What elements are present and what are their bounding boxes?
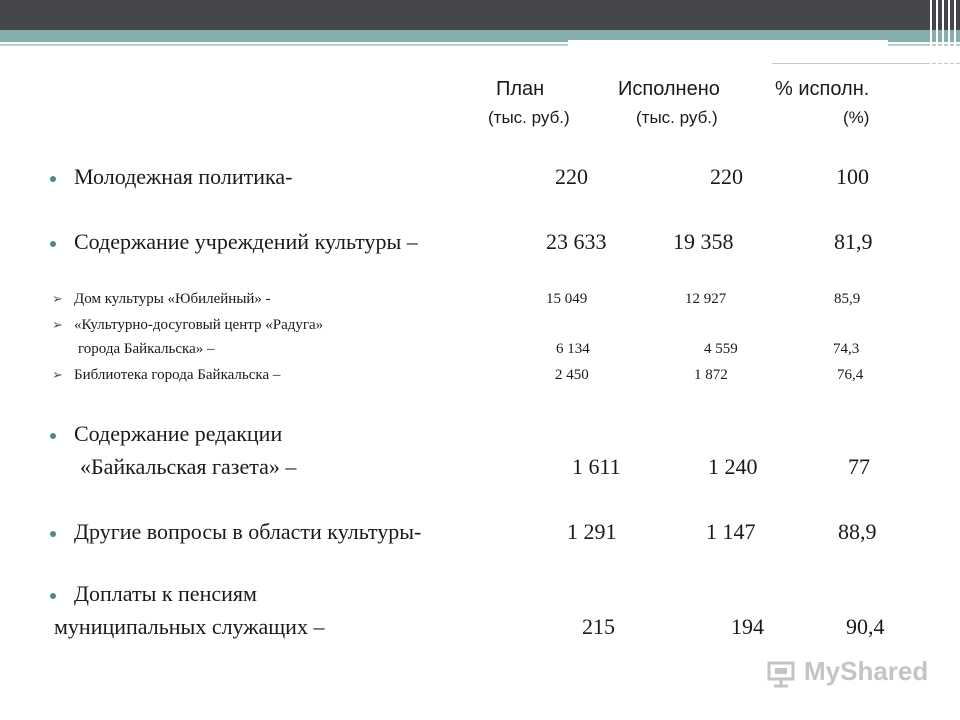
row-done: 1 147 xyxy=(706,519,756,544)
row-percent: 76,4 xyxy=(837,367,864,383)
arrow-bullet-icon: ➢ xyxy=(52,368,63,383)
row-label: «Культурно-досуговый центр «Радуга» xyxy=(74,317,324,333)
bullet-dot xyxy=(50,531,56,537)
row-plan: 6 134 xyxy=(556,341,590,357)
row-done: 12 927 xyxy=(685,291,727,307)
stripe xyxy=(930,0,932,64)
bullet-dot xyxy=(50,593,56,599)
row-plan: 220 xyxy=(555,164,588,189)
row-plan: 2 450 xyxy=(555,367,589,383)
row-label: Молодежная политика- xyxy=(74,164,293,189)
stripe xyxy=(948,0,950,64)
row-label-cont: муниципальных служащих – xyxy=(54,614,325,639)
row-percent: 90,4 xyxy=(846,614,885,639)
bullet-dot xyxy=(50,241,56,247)
bullet-dot xyxy=(50,433,56,439)
row-label-cont: «Байкальская газета» – xyxy=(80,454,297,479)
row-label-cont: города Байкальска» – xyxy=(78,341,215,357)
row-percent: 85,9 xyxy=(834,291,861,307)
row-done: 220 xyxy=(710,164,743,189)
stripe xyxy=(954,0,956,64)
row-label: Содержание редакции xyxy=(74,421,283,446)
row-plan: 1 291 xyxy=(567,519,617,544)
row-plan: 15 049 xyxy=(546,291,588,307)
row-label: Доплаты к пенсиям xyxy=(74,581,257,606)
unit-plan: (тыс. руб.) xyxy=(488,108,570,127)
header-plan: План xyxy=(496,78,545,100)
white-step xyxy=(568,40,888,64)
row-plan: 23 633 xyxy=(546,229,607,254)
bullet-dot xyxy=(50,176,56,182)
watermark-text: MyShared xyxy=(804,656,929,686)
row-label: Библиотека города Байкальска – xyxy=(74,367,281,383)
row-label: Содержание учреждений культуры – xyxy=(74,229,418,254)
unit-percent: (%) xyxy=(843,108,870,127)
top-bar xyxy=(0,0,960,30)
stripe xyxy=(936,0,938,64)
row-label: Дом культуры «Юбилейный» - xyxy=(74,291,271,307)
row-percent: 100 xyxy=(836,164,869,189)
row-done: 4 559 xyxy=(704,341,738,357)
row-percent: 88,9 xyxy=(838,519,877,544)
arrow-bullet-icon: ➢ xyxy=(52,318,63,333)
row-done: 1 872 xyxy=(694,367,728,383)
row-percent: 74,3 xyxy=(833,341,860,357)
row-plan: 1 611 xyxy=(572,454,621,479)
presentation-icon xyxy=(766,660,796,688)
header-percent: % исполн. xyxy=(775,78,870,100)
header-done: Исполнено xyxy=(618,78,720,100)
row-plan: 215 xyxy=(582,614,615,639)
row-done: 1 240 xyxy=(708,454,758,479)
row-done: 19 358 xyxy=(673,229,734,254)
stripe xyxy=(942,0,944,64)
row-label: Другие вопросы в области культуры- xyxy=(74,519,422,544)
unit-done: (тыс. руб.) xyxy=(636,108,718,127)
row-percent: 81,9 xyxy=(834,229,873,254)
row-percent: 77 xyxy=(848,454,870,479)
arrow-bullet-icon: ➢ xyxy=(52,292,63,307)
row-done: 194 xyxy=(731,614,764,639)
